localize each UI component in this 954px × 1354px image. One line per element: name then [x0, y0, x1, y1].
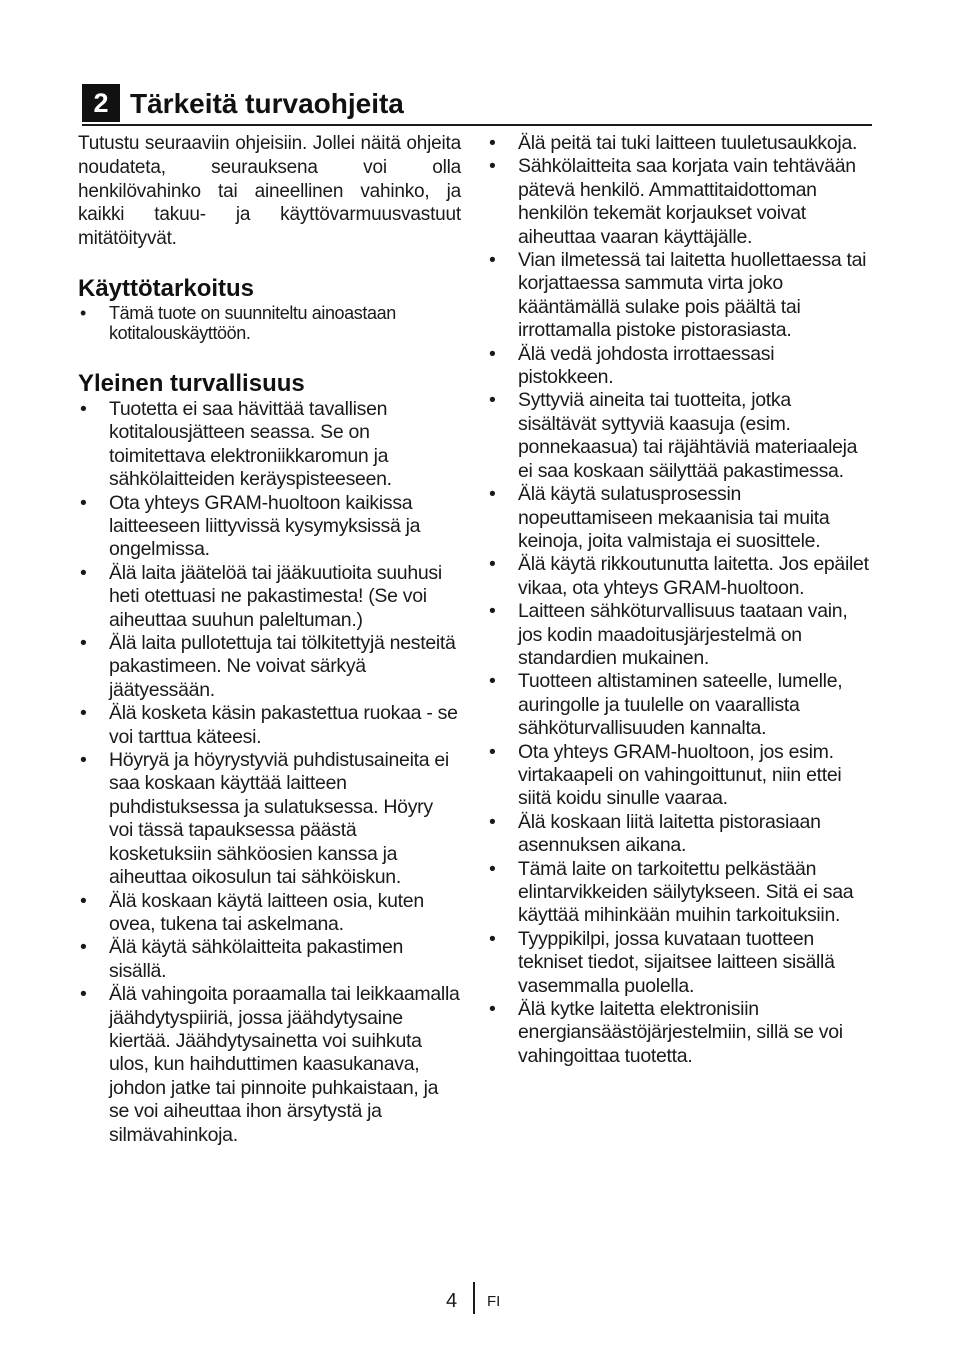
list-item-text: Höyryä ja höyrystyviä puhdistusaineita ei saa koskaan käyttää laitteen puhdistuksessa ja sulatuksessa. Höyry voi tässä tapauksessa päästä kosketuksiin sähköosien kanssa ja aiheuttaa oikosulun tai sähköiskun. — [109, 749, 449, 889]
bullet: • — [80, 702, 87, 725]
bullet: • — [489, 553, 496, 576]
list-item — [78, 562, 461, 632]
list-item — [487, 249, 872, 343]
general-safety-list — [78, 398, 461, 1147]
bullet: • — [489, 389, 496, 412]
bullet: • — [489, 132, 496, 154]
list-item-text: Laitteen sähköturvallisuus taataan vain, jos kodin maadoitusjärjestelmä on standardien mukainen. — [518, 600, 848, 669]
list-item — [78, 303, 461, 344]
list-item — [487, 343, 872, 390]
bullet: • — [489, 155, 496, 178]
bullet: • — [489, 927, 496, 950]
left-column — [78, 132, 461, 1147]
list-item — [487, 553, 872, 600]
bullet: • — [80, 983, 87, 1006]
list-item-text: Älä kosketa käsin pakastettua ruokaa - se voi tarttua käteesi. — [109, 702, 458, 748]
language-code: FI — [487, 1293, 501, 1310]
bullet: • — [489, 740, 496, 763]
bullet: • — [489, 810, 496, 833]
right-column — [487, 132, 872, 1068]
list-item-text: Syttyviä aineita tai tuotteita, jotka sisältävät syttyviä kaasuja (esim. ponnekaasua) tai räjähtäviä materiaaleja ei saa koskaan säilyttää pakastimessa. — [518, 389, 858, 482]
bullet: • — [489, 342, 496, 365]
list-item — [487, 132, 872, 155]
section-number-badge: 2 — [82, 84, 120, 122]
bullet: • — [489, 857, 496, 880]
list-item-text: Ota yhteys GRAM-huoltoon, jos esim. virtakaapeli on vahingoittunut, niin ettei siitä koidu sinulle vaaraa. — [518, 740, 842, 810]
intended-use-list — [78, 303, 461, 344]
list-item-text: Sähkölaitteita saa korjata vain tehtävään pätevä henkilö. Ammattitaidottoman henkilön tekemät korjaukset voivat aiheuttaa vaaran käyttäjälle. — [518, 155, 856, 248]
page-number: 4 — [446, 1290, 458, 1312]
list-item-text: Tämä tuote on suunniteltu ainoastaan kotitalouskäyttöön. — [109, 302, 396, 344]
list-item — [487, 389, 872, 483]
list-item-text: Tuotetta ei saa hävittää tavallisen kotitalousjätteen seassa. Se on toimitettava elektroniikkaromun ja sähkölaitteiden keräyspisteeseen. — [109, 397, 392, 491]
list-item-text: Älä kytke laitetta elektronisiin energiansäästöjärjestelmiin, sillä se voi vahingoittaa tuotetta. — [518, 998, 843, 1067]
bullet: • — [489, 483, 496, 506]
list-item-text: Älä käytä rikkoutunutta laitetta. Jos epäilet vikaa, ota yhteys GRAM-huoltoon. — [518, 553, 869, 599]
list-item-text: Älä käytä sähkölaitteita pakastimen sisällä. — [109, 936, 404, 982]
list-item — [487, 741, 872, 811]
list-item — [78, 702, 461, 749]
list-item — [487, 600, 872, 670]
list-item-text: Älä koskaan liitä laitetta pistorasiaan asennuksen aikana. — [518, 810, 821, 857]
bullet: • — [489, 670, 496, 693]
list-item-text: Älä käytä sulatusprosessin nopeuttamiseen mekaanisia tai muita keinoja, joita valmistaja ei suosittele. — [518, 483, 830, 552]
bullet: • — [80, 936, 87, 959]
bullet: • — [489, 249, 496, 272]
list-item — [487, 858, 872, 928]
list-item-text: Vian ilmetessä tai laitetta huollettaessa tai korjattaessa sammuta virta joko kääntämällä sulake pois päältä tai irrottamalla pistoke pistorasiasta. — [518, 249, 867, 342]
list-item — [78, 398, 461, 492]
list-item — [487, 928, 872, 998]
footer-divider — [473, 1282, 475, 1314]
list-item-text: Älä vahingoita poraamalla tai leikkaamalla jäähdytyspiiriä, jossa jäähdytysaine kiertää. Jäähdytysainetta voi suihkuta ulos, kun haihduttimen kaasukanava, johdon jatke tai pinnoite puhkaistaan, ja se voi aiheuttaa ihon ärsytystä ja silmävahinkoja. — [109, 983, 460, 1146]
list-item-text: Tyyppikilpi, jossa kuvataan tuotteen tekniset tiedot, sijaitsee laitteen sisällä vasemmalla puolella. — [518, 927, 835, 997]
list-item-text: Älä laita jäätelöä tai jääkuutioita suuhusi heti otettuasi ne pakastimesta! (Se voi aiheuttaa suuhun paleltuman.) — [109, 561, 442, 631]
list-item-text: Älä laita pullotettuja tai tölkitettyjä nesteitä pakastimeen. Ne voivat särkyä jäätyessään. — [109, 632, 456, 701]
list-item — [78, 492, 461, 562]
list-item — [78, 749, 461, 889]
intro-paragraph: Tutustu seuraaviin ohjeisiin. Jollei näitä ohjeita noudateta, seurauksena voi olla henkilövahinko tai aineellinen vahinko, ja kaikki takuu- ja käyttövarmuusvastuut mitätöityvät. — [78, 133, 461, 250]
list-item — [487, 155, 872, 249]
bullet: • — [80, 632, 87, 655]
bullet: • — [489, 998, 496, 1021]
page-title: Tärkeitä turvaohjeita — [130, 88, 404, 119]
list-item — [78, 632, 461, 702]
bullet: • — [80, 491, 87, 514]
list-item-text: Älä koskaan käytä laitteen osia, kuten ovea, tukena tai askelmana. — [109, 889, 424, 935]
bullet: • — [80, 302, 86, 323]
list-item — [78, 890, 461, 937]
list-item — [78, 983, 461, 1147]
bullet: • — [80, 561, 87, 584]
list-item — [487, 811, 872, 858]
heading-general-safety: Yleinen turvallisuus — [78, 369, 305, 397]
section-header — [82, 82, 872, 126]
list-item — [487, 670, 872, 740]
list-item-text: Tämä laite on tarkoitettu pelkästään elintarvikkeiden säilytykseen. Sitä ei saa käyttää mihinkään muihin tarkoituksiin. — [518, 857, 854, 927]
bullet: • — [80, 889, 87, 912]
bullet: • — [80, 749, 87, 772]
bullet: • — [80, 397, 87, 420]
heading-intended-use: Käyttötarkoitus — [78, 274, 255, 302]
list-item-text: Älä peitä tai tuki laitteen tuuletusaukkoja. — [518, 132, 858, 154]
list-item-text: Tuotteen altistaminen sateelle, lumelle, auringolle ja tuulelle on vaarallista sähköturvallisuuden kannalta. — [518, 670, 843, 740]
safety-list-continued — [487, 132, 872, 1068]
bullet: • — [489, 600, 496, 623]
list-item — [487, 483, 872, 553]
list-item — [487, 998, 872, 1068]
list-item — [78, 936, 461, 983]
list-item-text: Ota yhteys GRAM-huoltoon kaikissa laitteeseen liittyvissä kysymyksissä ja ongelmissa. — [109, 491, 421, 561]
list-item-text: Älä vedä johdosta irrottaessasi pistokkeen. — [518, 342, 775, 389]
